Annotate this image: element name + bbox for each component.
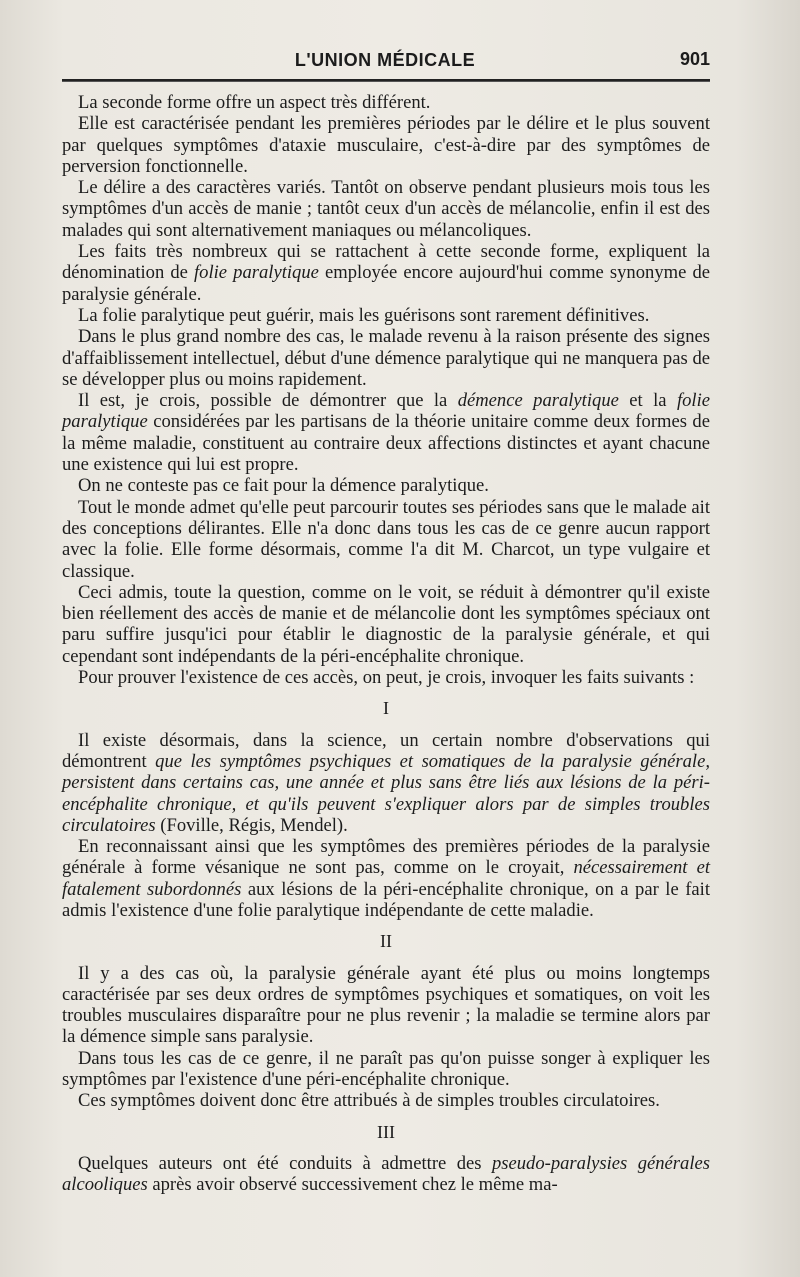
text-run: Quelques auteurs ont été conduits à admettre des [78,1152,492,1174]
paragraph: Dans tous les cas de ce genre, il ne paraît pas qu'on puisse songer à expliquer les symptômes par l'existence d'une péri-encéphalite chronique. [62,1047,710,1091]
text-run: considérées par les partisans de la théorie unitaire comme deux formes de la même maladie, constituent au contraire deux affections distinctes et ayant chacune une existence qui lui est propre. [62,411,710,476]
text-run: aux lésions de la péri-encéphalite chronique, on a par le fait admis l'existence d'une folie paralytique indépendante de cette maladie. [62,878,710,921]
paragraph: On ne conteste pas ce fait pour la démence paralytique. [78,475,489,497]
running-header [60,46,710,76]
text-run: et la [618,390,677,412]
paragraph: Le délire a des caractères variés. Tantôt on observe pendant plusieurs mois tous les symptômes d'un accès de manie ; tantôt ceux d'un accès de mélancolie, enfin il est des malades qui sont alternativement maniaques ou mélancoliques. [62,177,710,241]
text-run: Il existe désormais, dans la science, un certain nombre d'observations qui démontrent [62,729,710,772]
header-rule [62,79,710,82]
paragraph: Elle est caractérisée pendant les premières périodes par le délire et le plus souvent par quelques symptômes d'ataxie musculaire, c'est-à-dire par des symptômes de perversion fonctionnelle. [62,113,710,177]
italic-text: folie paralytique [62,390,710,433]
paragraph: La seconde forme offre un aspect très différent. [78,92,431,113]
text-run: employée encore aujourd'hui comme synonyme de paralysie générale. [62,262,710,305]
article-body [62,92,710,1196]
text-run: après avoir observé successivement chez le même ma- [147,1174,558,1196]
section-heading: III [377,1121,395,1142]
paragraph [62,1153,710,1196]
paragraph: Tout le monde admet qu'elle peut parcourir toutes ses périodes sans que le malade ait des conceptions délirantes. Elle n'a donc dans tous les cas de ce genre aucun rapport avec la folie. Elle forme désormais, comme l'a dit M. Charcot, un type vulgaire et classique. [62,496,710,582]
paragraph [62,836,710,921]
paragraph: Ces symptômes doivent donc être attribués à de simples troubles circulatoires. [78,1090,660,1112]
paragraph: Pour prouver l'existence de ces accès, on peut, je crois, invoquer les faits suivants : [78,667,695,689]
italic-text: folie paralytique [194,262,319,284]
section-heading: I [383,698,389,719]
paragraph: Dans le plus grand nombre des cas, le malade revenu à la raison présente des signes d'affaiblissement intellectuel, début d'une démence paralytique qui ne manquera pas de se développer plus ou moins rapidement. [62,326,710,390]
italic-text: nécessairement et fatalement subordonnés [62,857,710,900]
italic-text: démence paralytique [457,390,619,412]
page-number: 901 [679,49,710,69]
paragraph [62,390,710,475]
section-heading: II [380,931,392,952]
paragraph: Il y a des cas où, la paralysie générale ayant été plus ou moins longtemps caractérisée par ses deux ordres de symptômes psychiques et somatiques, on voit les troubles musculaires disparaître pour ne plus revenir ; la maladie se termine alors par la démence simple sans paralysie. [62,962,710,1048]
paragraph [62,730,710,836]
italic-text: pseudo-paralysies générales alcooliques [62,1152,710,1196]
paragraph: La folie paralytique peut guérir, mais les guérisons sont rarement définitives. [78,304,650,326]
italic-text: que les symptômes psychiques et somatiques de la paralysie générale, persistent dans certains cas, une année et plus sans être liés aux lésions de la péri-encéphalite chronique, et qu'ils peuvent s'expliquer alors par de simples troubles circulatoires [62,750,710,836]
text-run: Les faits très nombreux qui se rattachent à cette seconde forme, expliquent la dénomination de [62,241,710,284]
text-run: En reconnaissant ainsi que les symptômes des premières périodes de la paralysie générale à forme vésanique ne sont pas, comme on le croyait, [62,836,710,879]
paragraph [62,241,710,305]
journal-title: L'UNION MÉDICALE [294,50,476,70]
text-run: (Foville, Régis, Mendel). [155,814,348,836]
text-run: Il est, je crois, possible de démontrer que la [78,390,458,412]
paragraph: Ceci admis, toute la question, comme on le voit, se réduit à démontrer qu'il existe bien réellement des accès de manie et de mélancolie dont les symptômes spéciaux ont paru suffire jusqu'ici pour établir le diagnostic de la paralysie générale, et qui cependant sont indépendants de la péri-encéphalite chronique. [62,581,710,667]
